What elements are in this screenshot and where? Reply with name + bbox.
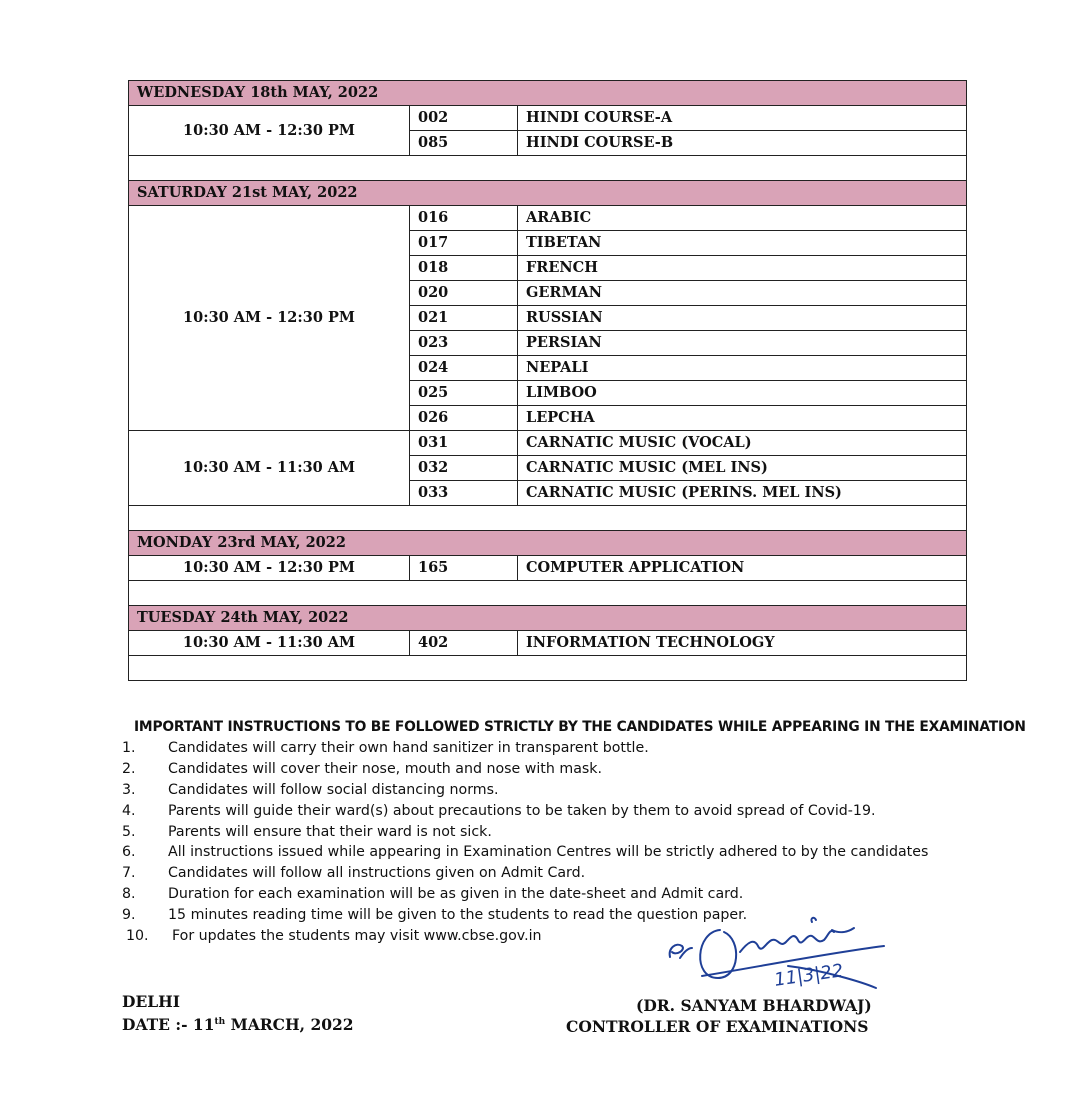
subject-name: ARABIC (518, 206, 967, 231)
instruction-item (122, 738, 1034, 759)
issue-date (122, 1015, 354, 1034)
exam-date: MONDAY 23rd MAY, 2022 (129, 531, 967, 556)
subject-name: INFORMATION TECHNOLOGY (518, 631, 967, 656)
exam-date: TUESDAY 24th MAY, 2022 (129, 606, 967, 631)
spacer-cell (129, 506, 967, 531)
instructions-section (122, 719, 1034, 947)
subject-code: 033 (410, 481, 518, 506)
instruction-text: Parents will guide their ward(s) about precautions to be taken by them to avoid spread of Covid-19. (168, 802, 876, 819)
paper-row (129, 631, 967, 656)
subject-name: GERMAN (518, 281, 967, 306)
instruction-item (122, 863, 1034, 884)
instruction-text: Candidates will follow all instructions given on Admit Card. (168, 865, 586, 882)
instruction-text: Duration for each examination will be as given in the date-sheet and Admit card. (168, 886, 744, 903)
instruction-text: Candidates will follow social distancing norms. (168, 781, 499, 798)
subject-name: RUSSIAN (518, 306, 967, 331)
exam-time: 10:30 AM - 12:30 PM (129, 106, 410, 156)
instruction-number: 9. (122, 907, 136, 924)
spacer-row (129, 506, 967, 531)
subject-name: CARNATIC MUSIC (PERINS. MEL INS) (518, 481, 967, 506)
instruction-number: 10. (126, 928, 149, 945)
subject-code: 025 (410, 381, 518, 406)
issue-date-suffix: MARCH, 2022 (225, 1015, 354, 1034)
exam-time: 10:30 AM - 11:30 AM (129, 431, 410, 506)
instruction-text: Parents will ensure that their ward is not sick. (168, 823, 492, 840)
instruction-text: Candidates will carry their own hand sanitizer in transparent bottle. (168, 740, 649, 756)
subject-code: 031 (410, 431, 518, 456)
instruction-item (122, 884, 1034, 905)
instruction-text: All instructions issued while appearing in Examination Centres will be strictly adhered to by the candidates (168, 844, 929, 861)
spacer-row (129, 656, 967, 681)
subject-name: TIBETAN (518, 231, 967, 256)
subject-name: HINDI COURSE-A (518, 106, 967, 131)
issue-date-ordinal: th (214, 1016, 226, 1027)
exam-time: 10:30 AM - 12:30 PM (129, 556, 410, 581)
subject-code: 402 (410, 631, 518, 656)
subject-name: CARNATIC MUSIC (MEL INS) (518, 456, 967, 481)
subject-name: COMPUTER APPLICATION (518, 556, 967, 581)
subject-code: 016 (410, 206, 518, 231)
instruction-number: 3. (122, 781, 136, 798)
subject-name: CARNATIC MUSIC (VOCAL) (518, 431, 967, 456)
subject-name: PERSIAN (518, 331, 967, 356)
subject-name: LEPCHA (518, 406, 967, 431)
subject-code: 017 (410, 231, 518, 256)
spacer-cell (129, 656, 967, 681)
date-row (129, 531, 967, 556)
subject-name: HINDI COURSE-B (518, 131, 967, 156)
instruction-item (122, 905, 1034, 926)
handwritten-signature (662, 912, 892, 1004)
instruction-number: 4. (122, 802, 136, 819)
place-label: DELHI (122, 992, 181, 1011)
date-sheet-table (128, 80, 967, 681)
signer-name: (DR. SANYAM BHARDWAJ) (636, 996, 872, 1015)
subject-code: 023 (410, 331, 518, 356)
date-row (129, 181, 967, 206)
spacer-cell (129, 156, 967, 181)
instruction-number: 6. (122, 844, 136, 861)
spacer-cell (129, 581, 967, 606)
subject-code: 002 (410, 106, 518, 131)
subject-name: LIMBOO (518, 381, 967, 406)
subject-code: 018 (410, 256, 518, 281)
subject-code: 024 (410, 356, 518, 381)
paper-row (129, 556, 967, 581)
instruction-text: Candidates will cover their nose, mouth and nose with mask. (168, 760, 603, 777)
instruction-item (122, 759, 1034, 780)
paper-row (129, 431, 967, 456)
spacer-row (129, 581, 967, 606)
subject-code: 026 (410, 406, 518, 431)
instruction-item (122, 842, 1034, 863)
subject-code: 085 (410, 131, 518, 156)
spacer-row (129, 156, 967, 181)
paper-row (129, 106, 967, 131)
instructions-heading: IMPORTANT INSTRUCTIONS TO BE FOLLOWED STRICTLY BY THE CANDIDATES WHILE APPEARING IN THE EXAMINATION (134, 719, 1026, 735)
date-row (129, 81, 967, 106)
subject-name: NEPALI (518, 356, 967, 381)
signature-date: 11|3|22 (772, 960, 845, 991)
subject-code: 020 (410, 281, 518, 306)
instruction-number: 7. (122, 865, 136, 882)
instruction-text: For updates the students may visit www.cbse.gov.in (172, 928, 542, 945)
subject-code: 021 (410, 306, 518, 331)
exam-time: 10:30 AM - 11:30 AM (129, 631, 410, 656)
subject-code: 032 (410, 456, 518, 481)
instruction-text: 15 minutes reading time will be given to the students to read the question paper. (168, 907, 748, 924)
date-row (129, 606, 967, 631)
exam-date: SATURDAY 21st MAY, 2022 (129, 181, 967, 206)
instruction-number: 8. (122, 886, 136, 903)
instruction-number: 1. (122, 740, 136, 756)
instruction-item (122, 780, 1034, 801)
subject-name: FRENCH (518, 256, 967, 281)
signer-title: CONTROLLER OF EXAMINATIONS (566, 1017, 869, 1036)
instruction-item (122, 822, 1034, 843)
exam-date: WEDNESDAY 18th MAY, 2022 (129, 81, 967, 106)
exam-time: 10:30 AM - 12:30 PM (129, 206, 410, 431)
instruction-item (126, 926, 1034, 947)
instruction-item (122, 801, 1034, 822)
instruction-number: 5. (122, 823, 136, 840)
instructions-list (122, 738, 1034, 947)
paper-row (129, 206, 967, 231)
issue-date-prefix: DATE :- 11 (122, 1015, 215, 1034)
subject-code: 165 (410, 556, 518, 581)
instruction-number: 2. (122, 760, 136, 777)
